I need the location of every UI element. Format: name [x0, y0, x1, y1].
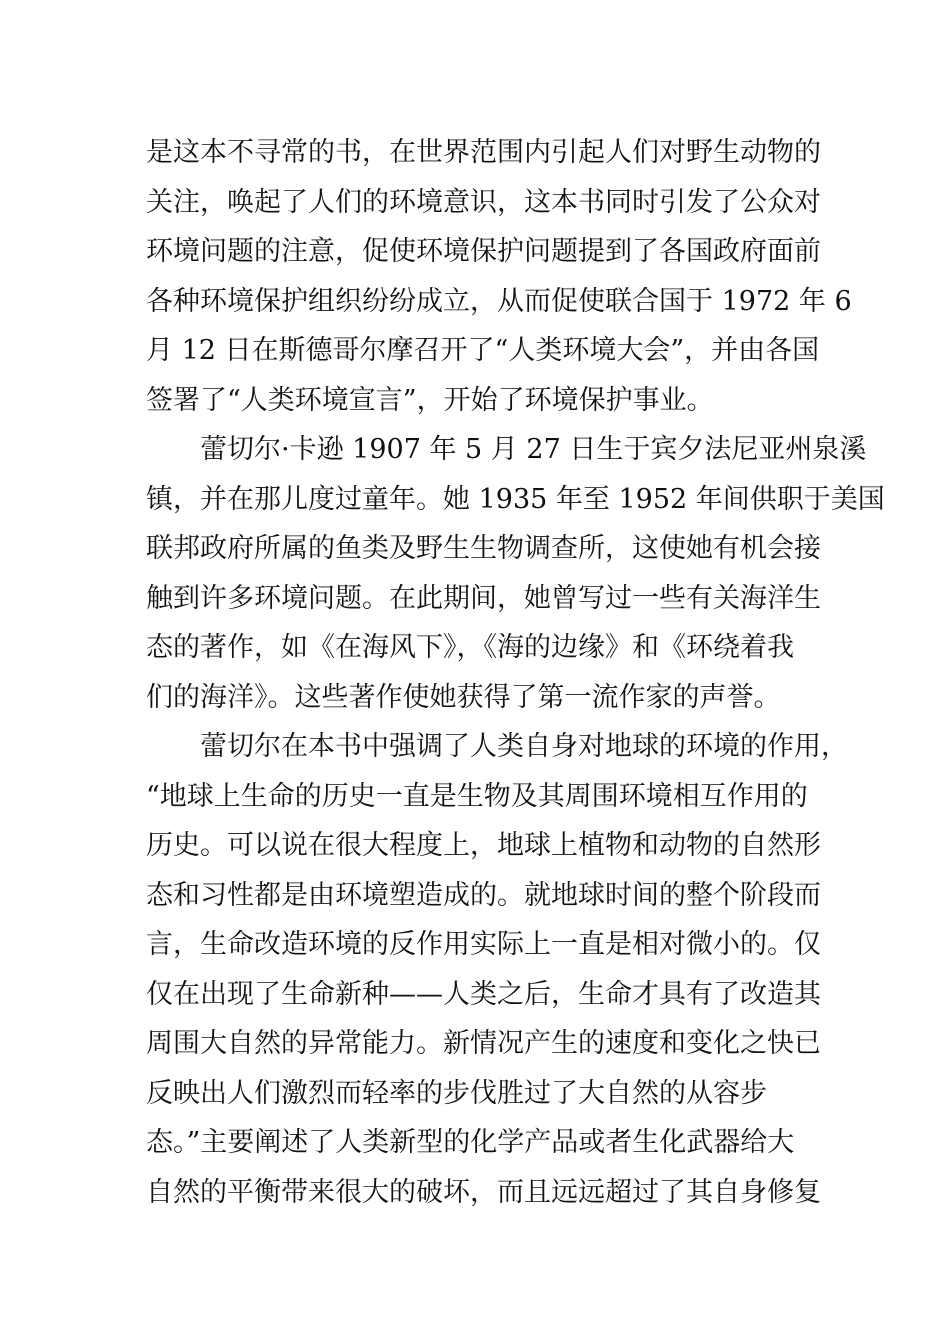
paragraph-3-line-10: 自然的平衡带来很大的破坏，而且远远超过了其自身修复 [146, 1176, 821, 1208]
paragraph-1-line-4: 各种环境保护组织纷纷成立，从而促使联合国于 1972 年 6 [146, 285, 852, 317]
paragraph-3-line-3: 历史。可以说在很大程度上，地球上植物和动物的自然形 [146, 830, 821, 861]
paragraph-2-line-2: 镇，并在那儿度过童年。她 1935 年至 1952 年间供职于美国 [146, 483, 885, 515]
paragraph-3-line-9: 态。”主要阐述了人类新型的化学产品或者生化武器给大 [146, 1127, 795, 1158]
paragraph-3-line-6: 仅在出现了生命新种——人类之后，生命才具有了改造其 [146, 978, 821, 1010]
paragraph-3-line-4: 态和习性都是由环境塑造成的。就地球时间的整个阶段而 [146, 879, 821, 911]
paragraph-1-line-3: 环境问题的注意，促使环境保护问题提到了各国政府面前 [146, 236, 821, 267]
paragraph-2-line-4: 触到许多环境问题。在此期间，她曾写过一些有关海洋生 [146, 582, 821, 614]
paragraph-2-line-3: 联邦政府所属的鱼类及野生生物调查所，这使她有机会接 [146, 533, 821, 564]
paragraph-3-line-7: 周围大自然的异常能力。新情况产生的速度和变化之快已 [146, 1028, 821, 1059]
paragraph-3-line-8: 反映出人们激烈而轻率的步伐胜过了大自然的从容步 [146, 1077, 767, 1109]
paragraph-3-line-1: 蕾切尔在本书中强调了人类自身对地球的环境的作用， [200, 731, 848, 762]
paragraph-1-line-1: 是这本不寻常的书，在世界范围内引起人们对野生动物的 [146, 137, 821, 168]
paragraph-2-line-1: 蕾切尔·卡逊 1907 年 5 月 27 日生于宾夕法尼亚州泉溪 [200, 434, 867, 465]
paragraph-2-line-5: 态的著作，如《在海风下》，《海的边缘》和《环绕着我 [146, 632, 794, 663]
paragraph-1-line-5: 月 12 日在斯德哥尔摩召开了“人类环境大会”，并由各国 [146, 335, 820, 366]
paragraph-3-line-2: “地球上生命的历史一直是生物及其周围环境相互作用的 [146, 780, 808, 812]
document-body [146, 128, 885, 1217]
paragraph-3-line-5: 言，生命改造环境的反作用实际上一直是相对微小的。仅 [146, 929, 821, 960]
paragraph-1-line-6: 签署了“人类环境宣言”，开始了环境保护事业。 [146, 384, 714, 416]
paragraph-1-line-2: 关注，唤起了人们的环境意识，这本书同时引发了公众对 [146, 186, 821, 218]
paragraph-2-line-6: 们的海洋》。这些著作使她获得了第一流作家的声誉。 [146, 681, 781, 713]
